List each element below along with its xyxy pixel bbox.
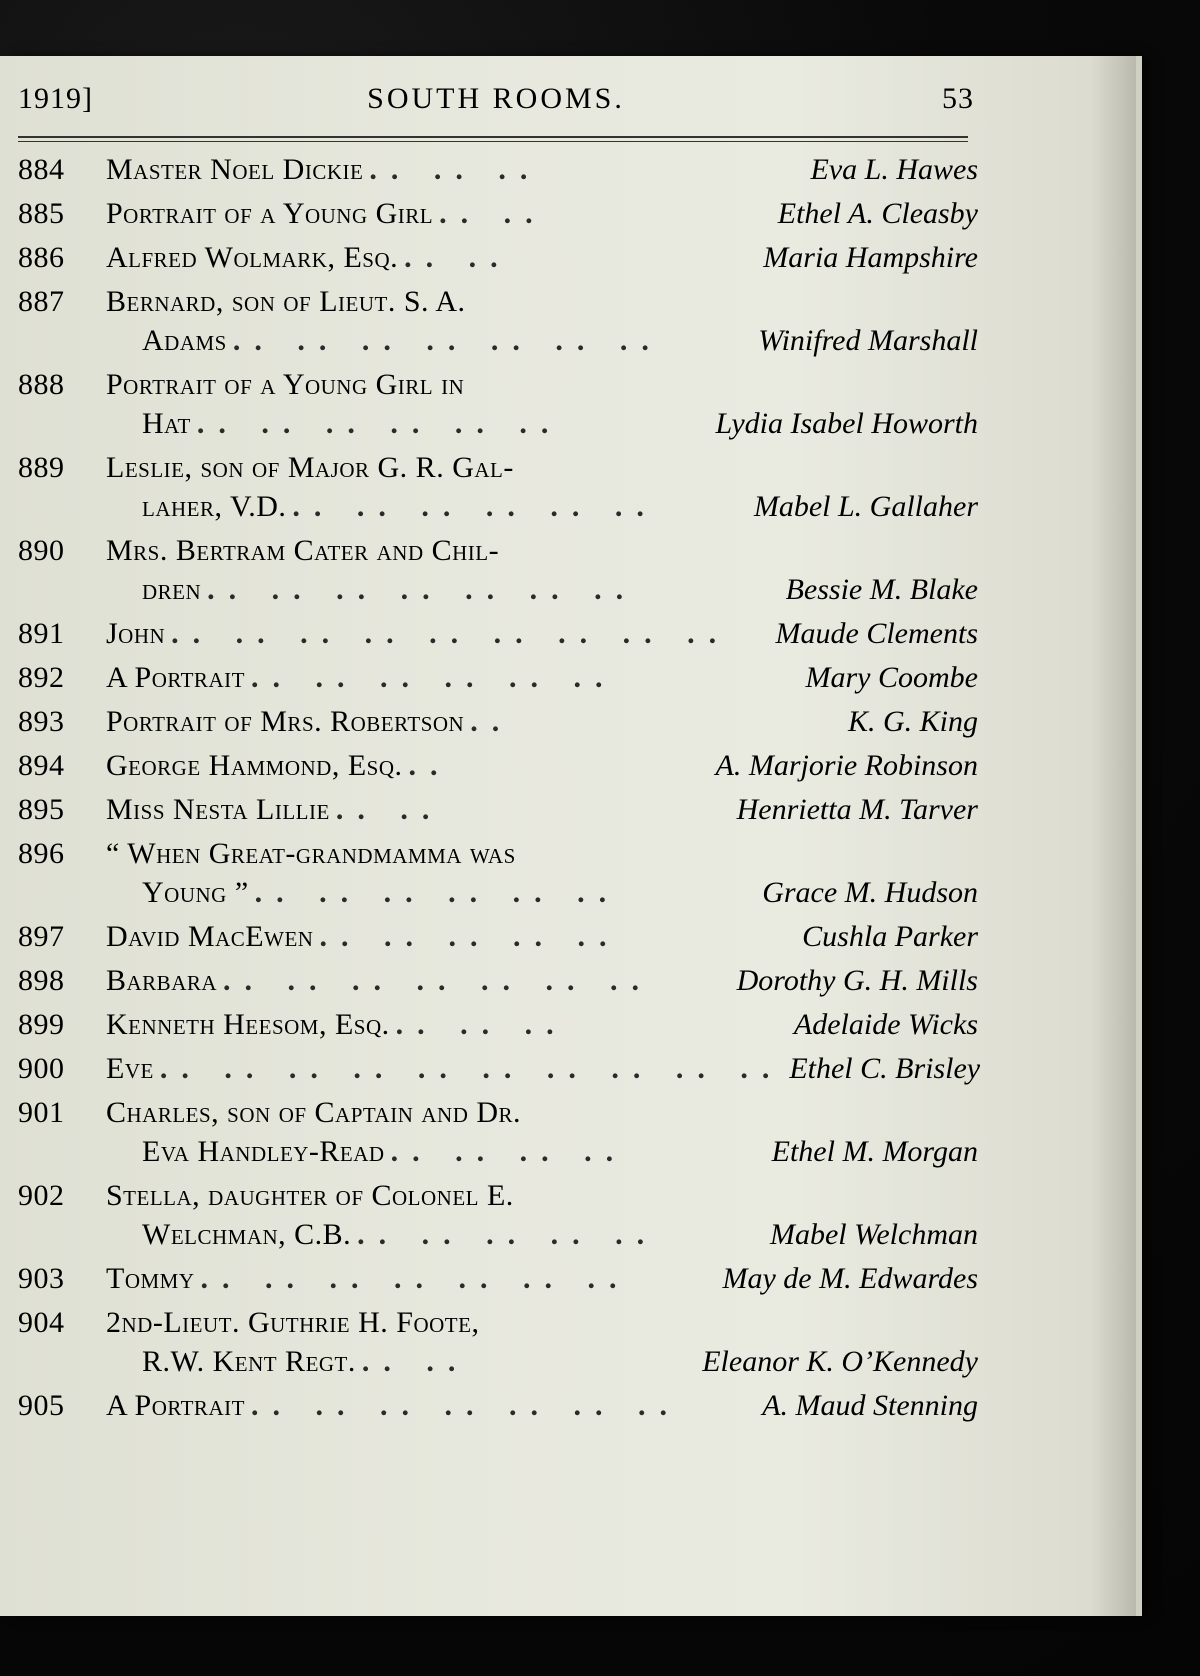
catalogue-entry: [18, 790, 978, 829]
entry-number: 897: [18, 920, 65, 953]
portrait-title: Young ”: [142, 876, 249, 909]
entry-body: [106, 365, 978, 443]
leader-dots: .. ..: [335, 793, 444, 826]
artist-name: Ethel M. Morgan: [771, 1135, 978, 1168]
portrait-title: Portrait of Mrs. Robertson: [106, 705, 465, 738]
entry-number: 899: [18, 1008, 65, 1041]
entry-number: 903: [18, 1262, 65, 1295]
artist-name: May de M. Edwardes: [722, 1262, 978, 1295]
entry-number: 904: [18, 1306, 65, 1339]
catalogue-entry: [18, 917, 978, 956]
entry-number: 900: [18, 1052, 65, 1085]
leader-dots: .. .. .. .. .. .. .. .. ..: [171, 617, 731, 650]
artist-name: Eva L. Hawes: [810, 153, 978, 186]
entry-number: 893: [18, 705, 65, 738]
entry-line: [106, 448, 978, 487]
catalogue-entry: [18, 1176, 978, 1254]
entry-number: 898: [18, 964, 65, 997]
artist-name: A. Maud Stenning: [762, 1389, 978, 1422]
portrait-title: Mrs. Bertram Cater and Chil-: [106, 534, 500, 567]
portrait-title: John: [106, 617, 166, 650]
entry-number: 886: [18, 241, 65, 274]
portrait-title: Alfred Wolmark, Esq.: [106, 241, 399, 274]
entry-line: [106, 614, 978, 653]
entry-line: [106, 365, 978, 404]
entry-number: 884: [18, 153, 65, 186]
portrait-title: Welchman, C.B.: [142, 1218, 352, 1251]
catalogue-entry: [18, 961, 978, 1000]
catalogue-entry: [18, 614, 978, 653]
artist-name: Eleanor K. O’Kennedy: [702, 1345, 978, 1378]
catalogue-entry: [18, 1259, 978, 1298]
leader-dots: .. .. .. .. .. .. ..: [250, 1389, 681, 1422]
portrait-title: laher, V.D.: [142, 490, 287, 523]
entry-number: 885: [18, 197, 65, 230]
entry-body: [106, 282, 978, 360]
catalogue-entry: [18, 1093, 978, 1171]
catalogue-entry: [18, 1303, 978, 1381]
entry-body: [106, 702, 978, 741]
entry-body: [106, 194, 978, 233]
portrait-title: Portrait of a Young Girl: [106, 197, 434, 230]
catalogue-entry: [18, 834, 978, 912]
leader-dots: .. .. .. .. .. ..: [196, 407, 563, 440]
artist-name: Ethel C. Brisley: [789, 1052, 981, 1085]
entry-line: [106, 570, 978, 609]
entry-number: 896: [18, 837, 65, 870]
portrait-title: Tommy: [106, 1262, 195, 1295]
entry-line: [106, 961, 978, 1000]
entry-body: [106, 746, 978, 785]
leader-dots: .. .. .. .. .. ..: [254, 876, 621, 909]
catalogue-entry: [18, 531, 978, 609]
artist-name: Mabel Welchman: [769, 1218, 978, 1251]
entry-line: [106, 917, 978, 956]
catalogue-entry: [18, 282, 978, 360]
entry-line: [106, 238, 978, 277]
entry-line: [106, 1342, 978, 1381]
leader-dots: ..: [470, 705, 514, 738]
entry-body: [106, 1303, 978, 1381]
entry-number: 894: [18, 749, 65, 782]
leader-dots: .. ..: [439, 197, 547, 230]
entry-body: [106, 238, 978, 277]
entry-line: [106, 746, 978, 785]
entry-number: 905: [18, 1389, 65, 1422]
entry-body: [106, 614, 978, 653]
portrait-title: Miss Nesta Lillie: [106, 793, 330, 826]
entry-line: [106, 834, 978, 873]
running-head: [18, 82, 974, 126]
catalogue-entry: [18, 658, 978, 697]
entry-line: [106, 150, 978, 189]
leader-dots: .. .. .. .. .. .. ..: [200, 1262, 631, 1295]
catalogue-entry: [18, 746, 978, 785]
portrait-title: Leslie, son of Major G. R. Gal-: [106, 451, 514, 484]
entry-body: [106, 531, 978, 609]
artist-name: Grace M. Hudson: [762, 876, 978, 909]
artist-name: Adelaide Wicks: [793, 1008, 978, 1041]
entry-line: [106, 194, 978, 233]
entry-line: [106, 790, 978, 829]
header-rule: [18, 136, 968, 142]
entry-body: [106, 917, 978, 956]
leader-dots: .. ..: [404, 241, 512, 274]
catalogue-entry: [18, 194, 978, 233]
entry-line: [106, 321, 978, 360]
portrait-title: Charles, son of Captain and Dr.: [106, 1096, 522, 1129]
artist-name: Cushla Parker: [802, 920, 978, 953]
entry-line: [106, 282, 978, 321]
section-title: SOUTH ROOMS.: [367, 82, 625, 115]
artist-name: Winifred Marshall: [758, 324, 978, 357]
portrait-title: Adams: [142, 324, 227, 357]
leader-dots: .. .. .. .. ..: [357, 1218, 659, 1251]
entry-number: 892: [18, 661, 65, 694]
entry-body: [106, 1005, 978, 1044]
artist-name: A. Marjorie Robinson: [715, 749, 978, 782]
leader-dots: .. .. .. .. .. .. ..: [232, 324, 663, 357]
artist-name: K. G. King: [847, 705, 978, 738]
entry-line: [106, 531, 978, 570]
entry-body: [106, 1049, 980, 1088]
entry-body: [106, 1093, 978, 1171]
artist-name: Maria Hampshire: [763, 241, 978, 274]
catalogue-entry: [18, 448, 978, 526]
portrait-title: Master Noel Dickie: [106, 153, 364, 186]
entry-number: 901: [18, 1096, 65, 1129]
entry-line: [106, 1303, 978, 1342]
portrait-title: Hat: [142, 407, 191, 440]
leader-dots: .. .. .. ..: [390, 1135, 628, 1168]
entry-line: [106, 404, 978, 443]
entry-body: [106, 1259, 978, 1298]
entry-number: 888: [18, 368, 65, 401]
entry-number: 887: [18, 285, 65, 318]
catalogue-entry: [18, 1049, 981, 1088]
catalogue-entry: [18, 238, 978, 277]
leader-dots: .. .. .. .. .. ..: [292, 490, 658, 523]
portrait-title: Stella, daughter of Colonel E.: [106, 1179, 514, 1212]
entry-line: [106, 1049, 980, 1088]
portrait-title: A Portrait: [106, 661, 245, 694]
portrait-title: Bernard, son of Lieut. S. A.: [106, 285, 466, 318]
leader-dots: .. .. .. .. ..: [319, 920, 621, 953]
entry-line: [106, 658, 978, 697]
entry-number: 891: [18, 617, 65, 650]
artist-name: Bessie M. Blake: [785, 573, 978, 606]
leader-dots: .. .. .. .. .. ..: [250, 661, 617, 694]
leader-dots: .. .. ..: [395, 1008, 568, 1041]
entry-number: 902: [18, 1179, 65, 1212]
artist-name: Mary Coombe: [805, 661, 978, 694]
entry-list: [18, 150, 981, 1430]
catalogue-entry: [18, 365, 978, 443]
artist-name: Mabel L. Gallaher: [753, 490, 978, 523]
entry-line: [106, 1259, 978, 1298]
entry-body: [106, 150, 978, 189]
entry-line: [106, 487, 978, 526]
header-year: 1919]: [18, 82, 93, 115]
portrait-title: David MacEwen: [106, 920, 314, 953]
artist-name: Maude Clements: [775, 617, 978, 650]
page-number: 53: [942, 82, 974, 115]
portrait-title: Kenneth Heesom, Esq.: [106, 1008, 390, 1041]
entry-line: [106, 1093, 978, 1132]
portrait-title: A Portrait: [106, 1389, 245, 1422]
catalogue-entry: [18, 150, 978, 189]
leader-dots: .. ..: [361, 1345, 470, 1378]
portrait-title: Eva Handley-Read: [142, 1135, 385, 1168]
portrait-title: 2nd-Lieut. Guthrie H. Foote,: [106, 1306, 480, 1339]
portrait-title: Portrait of a Young Girl in: [106, 368, 465, 401]
entry-line: [106, 1386, 978, 1425]
entry-body: [106, 790, 978, 829]
entry-body: [106, 961, 978, 1000]
artist-name: Ethel A. Cleasby: [777, 197, 978, 230]
artist-name: Dorothy G. H. Mills: [736, 964, 978, 997]
entry-line: [106, 702, 978, 741]
entry-number: 890: [18, 534, 65, 567]
entry-body: [106, 1386, 978, 1425]
entry-body: [106, 658, 978, 697]
entry-body: [106, 834, 978, 912]
entry-line: [106, 873, 978, 912]
artist-name: Lydia Isabel Howorth: [715, 407, 978, 440]
leader-dots: .. .. .. .. .. .. ..: [207, 573, 638, 606]
entry-line: [106, 1005, 978, 1044]
entry-body: [106, 448, 978, 526]
catalogue-entry: [18, 1386, 978, 1425]
entry-line: [106, 1215, 978, 1254]
portrait-title: Eve: [106, 1052, 154, 1085]
portrait-title: George Hammond, Esq.: [106, 749, 403, 782]
catalogue-entry: [18, 702, 978, 741]
entry-number: 895: [18, 793, 65, 826]
portrait-title: Barbara: [106, 964, 218, 997]
artist-name: Henrietta M. Tarver: [736, 793, 978, 826]
portrait-title: dren: [142, 573, 202, 606]
entry-line: [106, 1176, 978, 1215]
entry-number: 889: [18, 451, 65, 484]
catalogue-entry: [18, 1005, 978, 1044]
portrait-title: R.W. Kent Regt.: [142, 1345, 356, 1378]
entry-line: [106, 1132, 978, 1171]
entry-body: [106, 1176, 978, 1254]
leader-dots: .. .. .. .. .. .. ..: [223, 964, 654, 997]
leader-dots: .. .. ..: [369, 153, 542, 186]
leader-dots: ..: [408, 749, 452, 782]
portrait-title: “ When Great-grandmamma was: [106, 837, 516, 870]
leader-dots: .. .. .. .. .. .. .. .. .. ..: [159, 1052, 784, 1085]
